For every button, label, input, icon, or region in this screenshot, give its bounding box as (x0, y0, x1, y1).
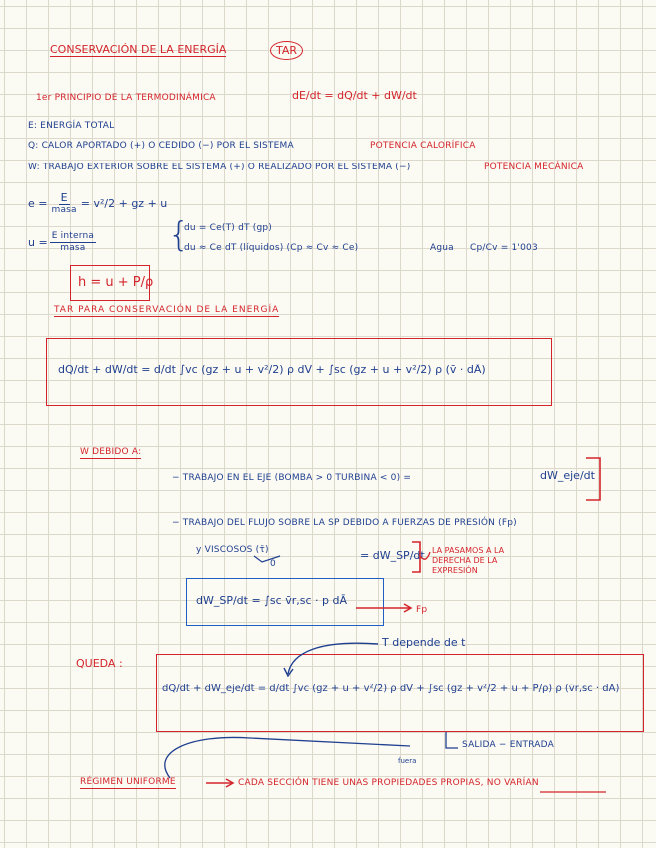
def-w: W: TRABAJO EXTERIOR SOBRE EL SISTEMA (+) O REALIZADO POR EL SISTEMA (−) (28, 163, 411, 172)
tar-equation: dQ/dt + dW/dt = d/dt ∫vc (gz + u + v²/2) ρ dV + ∫sc (gz + u + v²/2) ρ (v̄ · dĀ) (58, 364, 486, 375)
salida-arrow (446, 732, 458, 748)
wsp-equation: dW_SP/dt = ∫sc v̄r,sc · p dĀ (196, 594, 347, 607)
w-sp-text: − TRABAJO DEL FLUJO SOBRE LA SP DEBIDO A FUERZAS DE PRESIÓN (Fp) (172, 518, 517, 528)
def-q-tag: POTENCIA CALORÍFICA (370, 141, 476, 151)
e-def-denominator: masa (51, 205, 77, 215)
w-note: LA PASAMOS A LA DERECHA DE LA EXPRESIÓN (432, 546, 505, 575)
w-heading: W DEBIDO A: (80, 447, 142, 457)
u-def-numerator: E interna (51, 231, 95, 241)
regimen-curve (165, 737, 410, 778)
e-def-numerator: E (60, 191, 68, 204)
e-def-lhs: e = (28, 197, 48, 210)
viscosos-zero-arrow (254, 556, 280, 562)
queda-label: QUEDA : (76, 657, 123, 670)
u-case-liquidos: du ≈ Ce dT (líquidos) (Cp ≈ Cv ≈ Ce) (184, 243, 359, 253)
principle-label: 1er PRINCIPIO DE LA TERMODINÁMICA (36, 93, 216, 103)
e-def-fraction (49, 192, 78, 215)
fp-label: Fp (416, 605, 428, 615)
fp-arrow-head (404, 604, 411, 612)
agua-label: Agua (430, 243, 454, 253)
regimen-text: CADA SECCIÓN TIENE UNAS PROPIEDADES PROPIAS, NO VARÍAN (238, 778, 539, 788)
u-case-gp: du = Ce(T) dT (gp) (184, 223, 273, 233)
regimen-label: RÉGIMEN UNIFORME (80, 777, 176, 787)
e-def-rhs: = v²/2 + gz + u (80, 197, 168, 210)
fuera-label: fuera (398, 757, 417, 765)
u-cases-brace: { (168, 215, 190, 255)
w-viscosos: y VISCOSOS (τ̄) (196, 545, 269, 555)
u-def-lhs: u = (28, 236, 48, 249)
u-definition (28, 232, 98, 253)
final-equation: dQ/dt + dW_eje/dt = d/dt ∫vc (gz + u + v²/2) ρ dV + ∫sc (gz + v²/2 + u + P/ρ) ρ (v̄r,sc · dĀ) (162, 684, 620, 694)
w-sp-equation: = dW_SP/dt (360, 549, 425, 562)
u-def-fraction (50, 232, 96, 253)
w-viscosos-zero: 0 (270, 559, 276, 569)
principle-equation: dE/dt = dQ/dt + dW/dt (292, 89, 417, 102)
def-q: Q: CALOR APORTADO (+) O CEDIDO (−) POR EL SISTEMA (28, 141, 294, 151)
t-depends-note: T depende de t (382, 636, 466, 649)
def-w-tag: POTENCIA MECÁNICA (484, 162, 584, 172)
w-eje-equation: dW_eje/dt (540, 469, 595, 482)
tar-heading: TAR PARA CONSERVACIÓN DE LA ENERGÍA (54, 305, 280, 315)
salida-entrada: SALIDA − ENTRADA (462, 740, 554, 750)
regimen-arrow-head (226, 779, 233, 787)
w-eje-text: − TRABAJO EN EL EJE (BOMBA > 0 TURBINA < 0) = (172, 473, 412, 483)
page-title: CONSERVACIÓN DE LA ENERGÍA (50, 43, 227, 56)
h-definition: h = u + P/ρ (78, 275, 154, 290)
def-e: E: ENERGÍA TOTAL (28, 121, 115, 131)
title-tag: TAR (270, 41, 303, 60)
u-def-denominator: masa (60, 243, 86, 253)
e-definition (28, 192, 167, 215)
cp-cv-ratio: Cp/Cv = 1'003 (470, 243, 538, 253)
